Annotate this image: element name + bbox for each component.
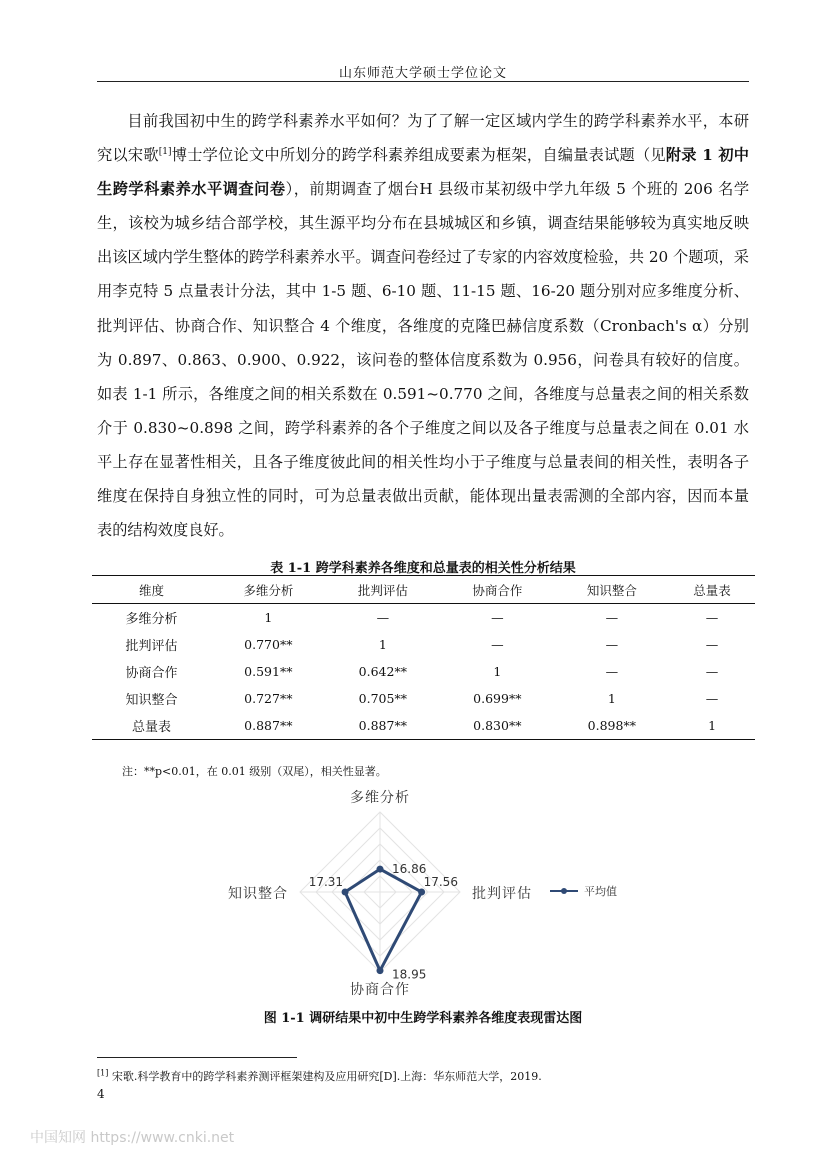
table-cell: — <box>705 664 719 679</box>
radar-data-point <box>377 967 384 974</box>
table-cell: 1 <box>493 664 502 679</box>
radar-chart <box>200 782 640 1002</box>
table-cell: — <box>376 610 390 625</box>
table-header-cell: 多维分析 <box>243 582 294 598</box>
table-row-header: 多维分析 <box>125 612 178 627</box>
para-text-b: 博士学位论文中所划分的跨学科素养组成要素为框架，自编量表试题（见 <box>171 146 666 165</box>
table-header-row <box>92 576 755 604</box>
table-cell: 0.591** <box>244 664 293 679</box>
appendix-reference: 附录 1 初中生跨学科素养水平调查问卷 <box>97 146 749 199</box>
paragraph-text <box>97 104 749 547</box>
figure-caption: 图 1-1 调研结果中初中生跨学科素养各维度表现雷达图 <box>263 1011 583 1026</box>
radar-value-label: 18.95 <box>392 967 427 982</box>
table-cell: — <box>705 691 719 706</box>
radar-data-point <box>342 889 349 896</box>
radar-value-label: 16.86 <box>392 862 427 877</box>
table-header-cell: 总量表 <box>693 582 731 598</box>
table-header-cell: 知识整合 <box>586 582 637 598</box>
table-note: 注：**p<0.01，在 0.01 级别（双尾），相关性显著。 <box>122 765 387 778</box>
legend-marker <box>561 888 567 894</box>
page-number: 4 <box>97 1087 105 1101</box>
table-row <box>92 604 755 632</box>
table-row-header: 知识整合 <box>125 693 178 708</box>
correlation-table <box>92 575 755 740</box>
table-row-header: 批判评估 <box>125 639 178 654</box>
footnote-text: 宋歌.科学教育中的跨学科素养测评框架建构及应用研究[D].上海：华东师范大学，2019. <box>111 1070 542 1083</box>
table-cell: 0.770** <box>244 637 293 652</box>
radar-value-label: 17.31 <box>308 875 344 889</box>
table-cell: — <box>491 637 504 652</box>
radar-axis-label: 知识整合 <box>228 886 288 902</box>
legend-label: 平均值 <box>584 885 617 898</box>
table-cell: — <box>705 610 719 625</box>
table-cell: 1 <box>607 691 616 706</box>
table-row-header: 总量表 <box>132 720 172 735</box>
table-cell: 1 <box>378 637 387 652</box>
table-caption: 表 1-1 跨学科素养各维度和总量表的相关性分析结果 <box>270 561 576 576</box>
radar-value-label: 17.56 <box>423 875 458 889</box>
radar-series-line <box>345 869 422 971</box>
table-cell: 0.887** <box>244 718 293 733</box>
table-cell: 0.642** <box>358 664 407 679</box>
radar-data-point <box>377 866 384 873</box>
table-cell: — <box>705 637 719 652</box>
table-cell: 0.898** <box>587 718 636 733</box>
watermark: 中国知网 https://www.cnki.net <box>30 1130 235 1146</box>
table-cell: 0.830** <box>473 718 522 733</box>
para-text-a: 目前我国初中生的跨学科素养水平如何？为了了解一定区域内学生的跨学科素养水平，本研究以宋歌 <box>97 112 749 165</box>
radar-data-point <box>418 889 425 896</box>
table-cell: 1 <box>708 718 717 733</box>
table-cell: — <box>605 664 619 679</box>
citation-marker[interactable]: [1] <box>158 147 172 158</box>
body-paragraph <box>97 104 749 547</box>
para-text-c: ），前期调查了烟台H 县级市某初级中学九年级 5 个班的 206 名学生，该校为城乡结合部学校，其生源平均分布在县城城区和乡镇，调查结果能够较为真实地反映出该区域内学生整体的跨学科素养水平。调查问卷经过了专家的内容效度检验，共 20 个题项，采用李克特 5 点量表计分法，其中 1-5 题、6-10 题、11-15 题、16-20 题分别对应多维度分析、批判评估、协商合作、知识整合 4 个维度，各维度的克隆巴赫信度系数（Cronbach's α）分别为 0.897、0.863、0.900、0.922，该问卷的整体信度系数为 0.956，问卷具有较好的信度。如表 1-1 所示，各维度之间的相关系数在 0.591~0.770 之间，各维度与总量表之间的相关系数介于 0.830~0.898 之间，跨学科素养的各个子维度之间以及各子维度与总量表之间在 0.01 水平上存在显著性相关，且各子维度彼此间的相关性均小于子维度与总量表间的相关性，表明各子维度在保持自身独立性的同时，可为总量表做出贡献，能体现出量表需测的全部内容，因而本量表的结构效度良好。 <box>97 180 750 540</box>
footnote <box>97 1068 542 1084</box>
table-cell: — <box>491 610 504 625</box>
footnote-rule <box>97 1057 297 1058</box>
table-cell: — <box>605 637 619 652</box>
table-cell: — <box>605 610 619 625</box>
header-rule <box>97 81 749 82</box>
radar-axis-label: 多维分析 <box>350 790 410 806</box>
table-row <box>92 631 755 658</box>
table-row <box>92 658 755 685</box>
table-row-header: 协商合作 <box>125 666 178 681</box>
running-header: 山东师范大学硕士学位论文 <box>338 66 507 81</box>
table-header-cell: 维度 <box>139 582 165 598</box>
radar-axis-label: 协商合作 <box>350 982 410 998</box>
table-cell: 0.705** <box>358 691 407 706</box>
table-row <box>92 685 755 712</box>
table-cell: 0.699** <box>473 691 522 706</box>
table-row <box>92 712 755 740</box>
table-cell: 0.887** <box>358 718 407 733</box>
table-header-cell: 批判评估 <box>357 582 408 598</box>
table-cell: 0.727** <box>244 691 293 706</box>
table-cell: 1 <box>264 610 273 625</box>
radar-axis-label: 批判评估 <box>472 886 532 902</box>
footnote-marker: [1] <box>97 1068 109 1078</box>
table-header-cell: 协商合作 <box>472 582 523 598</box>
